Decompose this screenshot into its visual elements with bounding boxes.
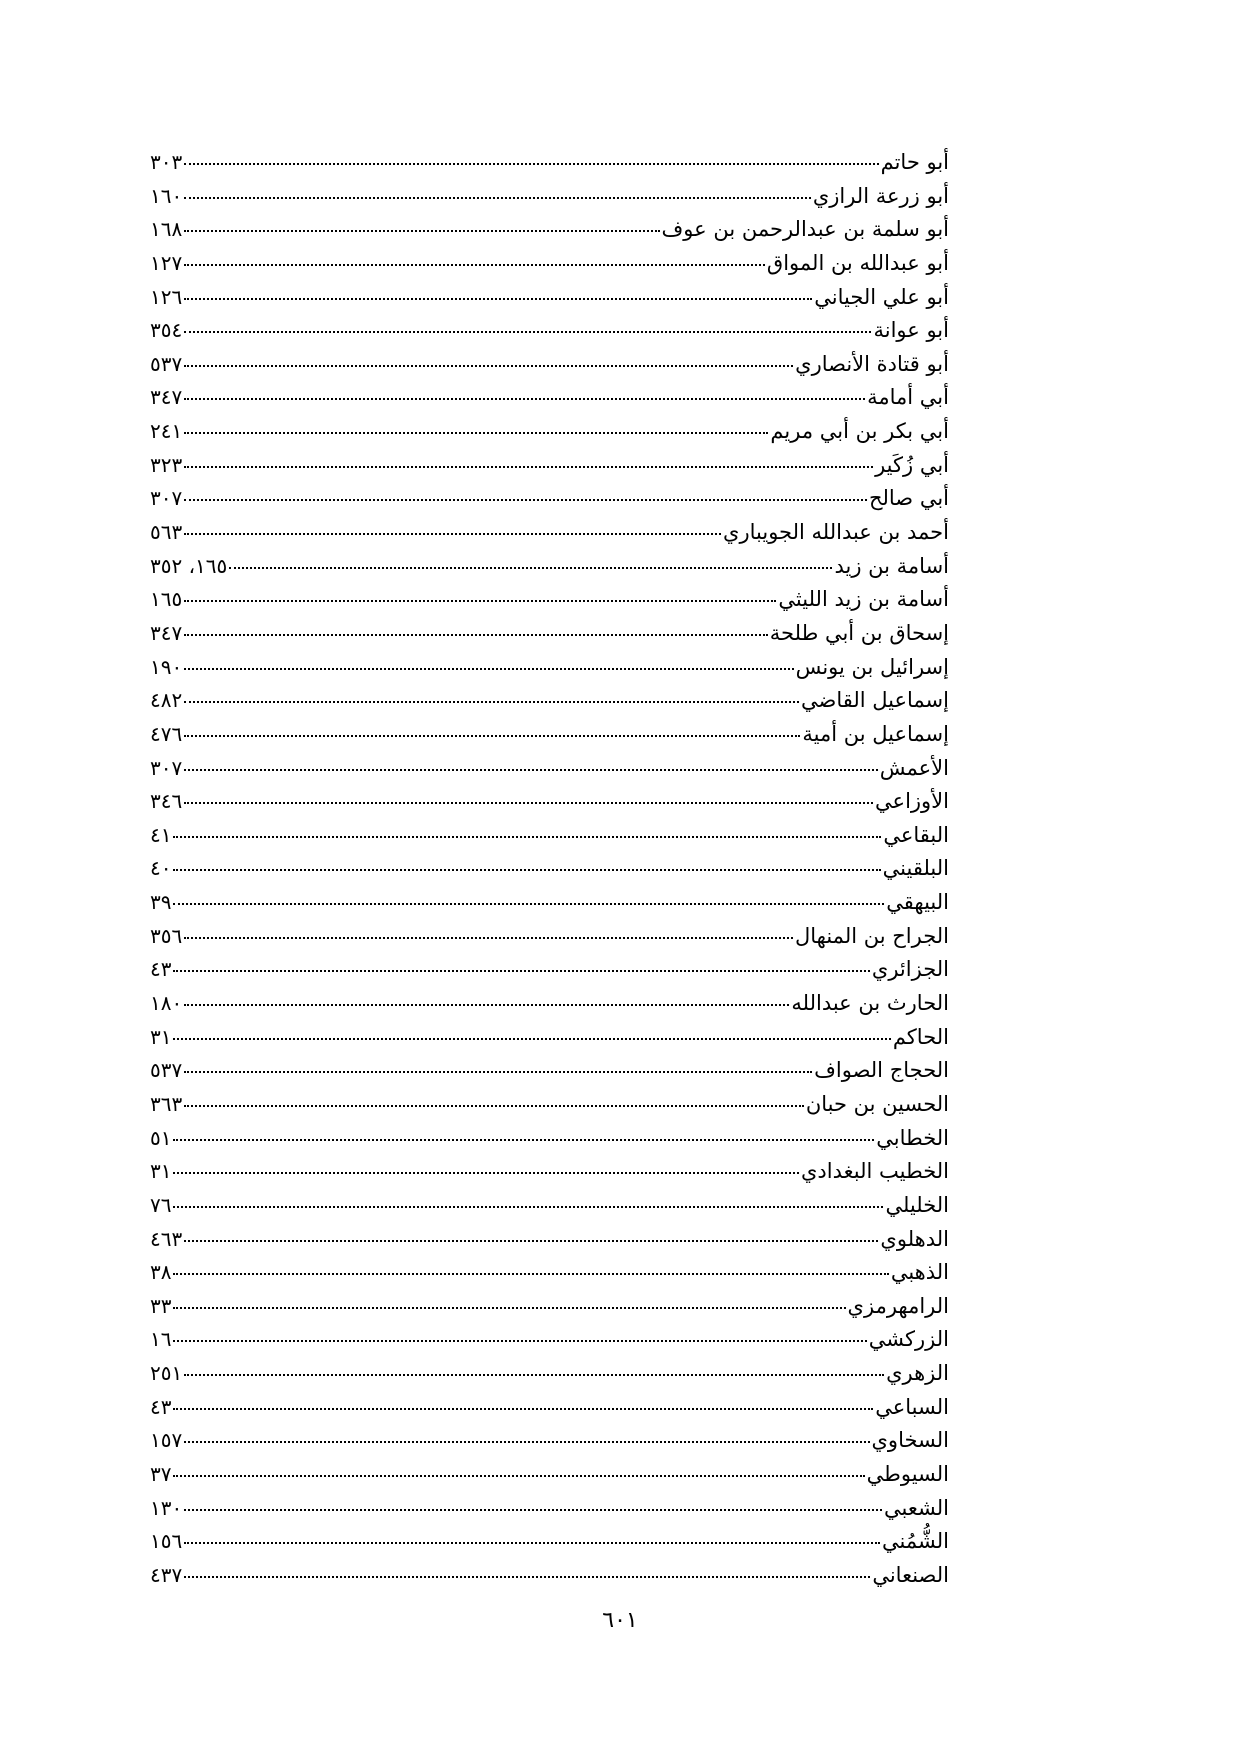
index-entry: [150, 1223, 949, 1257]
index-list: [150, 146, 949, 1593]
entry-name: السباعي: [875, 1394, 949, 1419]
dot-leader: [184, 668, 793, 670]
index-entry: [150, 381, 949, 415]
dot-leader: [184, 197, 811, 199]
index-entry: [150, 752, 949, 786]
entry-page-numbers: ٥١: [150, 1125, 172, 1150]
entry-page-numbers: ٢٥١: [150, 1361, 183, 1386]
dot-leader: [173, 836, 881, 838]
index-entry: [150, 482, 949, 516]
index-entry: [150, 953, 949, 987]
dot-leader: [184, 331, 871, 333]
index-entry: [150, 852, 949, 886]
index-entry: [150, 550, 949, 584]
index-entry: [150, 1189, 949, 1223]
entry-page-numbers: ٤٧٦: [150, 721, 183, 746]
entry-page-numbers: ٥٣٧: [150, 351, 183, 376]
dot-leader: [184, 937, 793, 939]
dot-leader: [184, 802, 873, 804]
entry-name: البقاعي: [883, 822, 949, 847]
index-entry: [150, 617, 949, 651]
entry-name: أبو قتادة الأنصاري: [795, 351, 949, 376]
entry-name: الحارث بن عبدالله: [791, 991, 949, 1016]
index-entry: [150, 1122, 949, 1156]
entry-name: أحمد بن عبدالله الجويباري: [723, 520, 949, 545]
index-entry: [150, 1525, 949, 1559]
entry-name: البلقيني: [882, 856, 949, 881]
entry-page-numbers: ٣٥٤: [150, 318, 183, 343]
entry-name: أبو سلمة بن عبدالرحمن بن عوف: [661, 217, 949, 242]
dot-leader: [184, 466, 873, 468]
index-entry: [150, 146, 949, 180]
entry-page-numbers: ٤٦٣: [150, 1226, 183, 1251]
dot-leader: [184, 1374, 884, 1376]
index-entry: [150, 987, 949, 1021]
dot-leader: [173, 1475, 864, 1477]
index-entry: [150, 1054, 949, 1088]
index-entry: [150, 920, 949, 954]
page-number: ٦٠١: [602, 1608, 638, 1633]
entry-page-numbers: ٢٤١: [150, 419, 183, 444]
entry-page-numbers: ١٨٠: [150, 991, 183, 1016]
entry-page-numbers: ١٦٠: [150, 183, 183, 208]
dot-leader: [184, 1542, 880, 1544]
dot-leader: [173, 1307, 845, 1309]
entry-name: أبو زرعة الرازي: [812, 183, 949, 208]
dot-leader: [184, 1509, 882, 1511]
entry-name: أبي أمامة: [867, 385, 949, 410]
entry-page-numbers: ١٦: [150, 1327, 172, 1352]
entry-name: أبي صالح: [868, 486, 949, 511]
entry-name: أبو حاتم: [880, 150, 949, 174]
index-entry: [150, 314, 949, 348]
index-entry: [150, 785, 949, 819]
entry-page-numbers: ١٣٠: [150, 1495, 183, 1520]
dot-leader: [184, 600, 776, 602]
dot-leader: [173, 1172, 799, 1174]
dot-leader: [184, 163, 878, 165]
index-entry: [150, 1458, 949, 1492]
entry-page-numbers: ١٦٥، ٣٥٢: [150, 553, 228, 578]
entry-page-numbers: ٣٥٦: [150, 923, 183, 948]
entry-name: الشعبي: [884, 1495, 949, 1520]
entry-name: أبي بكر بن أبي مريم: [770, 419, 949, 444]
entry-name: السخاوي: [871, 1428, 949, 1453]
entry-page-numbers: ٣٧: [150, 1461, 172, 1486]
index-entry: [150, 180, 949, 214]
entry-name: الدهلوي: [880, 1226, 949, 1251]
entry-page-numbers: ١٩٠: [150, 654, 183, 679]
index-entry: [150, 819, 949, 853]
entry-page-numbers: ١٢٦: [150, 284, 183, 309]
entry-page-numbers: ٧٦: [150, 1192, 172, 1217]
entry-name: الجزائري: [871, 957, 949, 982]
entry-page-numbers: ١٥٦: [150, 1529, 183, 1554]
entry-name: الزركشي: [868, 1327, 949, 1352]
dot-leader: [173, 1273, 888, 1275]
entry-name: الصنعاني: [872, 1562, 949, 1587]
entry-page-numbers: ٤٣: [150, 1394, 172, 1419]
entry-name: الحسين بن حبان: [805, 1091, 949, 1116]
entry-page-numbers: ٣٤٦: [150, 789, 183, 814]
index-entry: [150, 886, 949, 920]
dot-leader: [184, 298, 812, 300]
entry-page-numbers: ٣٢٣: [150, 452, 183, 477]
dot-leader: [173, 1206, 883, 1208]
index-entry: [150, 415, 949, 449]
dot-leader: [229, 567, 832, 569]
dot-leader: [184, 398, 865, 400]
dot-leader: [184, 1576, 870, 1578]
dot-leader: [184, 634, 768, 636]
index-entry: [150, 516, 949, 550]
entry-name: الزهري: [886, 1361, 949, 1386]
index-entry: [150, 1256, 949, 1290]
dot-leader: [173, 1408, 873, 1410]
entry-page-numbers: ٤٣٧: [150, 1562, 183, 1587]
dot-leader: [184, 365, 793, 367]
index-entry: [150, 213, 949, 247]
entry-name: أسامة بن زيد: [834, 553, 949, 578]
entry-name: الجراح بن المنهال: [795, 923, 949, 948]
entry-name: إسماعيل القاضي: [800, 688, 949, 713]
index-entry: [150, 348, 949, 382]
index-entry: [150, 583, 949, 617]
dot-leader: [173, 869, 880, 871]
index-entry: [150, 718, 949, 752]
entry-page-numbers: ٤٨٢: [150, 688, 183, 713]
dot-leader: [184, 735, 800, 737]
entry-name: الخطابي: [876, 1125, 949, 1150]
entry-name: الخليلي: [885, 1192, 949, 1217]
entry-page-numbers: ٤١: [150, 822, 172, 847]
entry-name: الخطيب البغدادي: [801, 1159, 949, 1184]
entry-page-numbers: ٣٠٧: [150, 755, 183, 780]
entry-page-numbers: ٣٩: [150, 890, 172, 915]
index-entry: [150, 1559, 949, 1593]
entry-name: الأعمش: [879, 755, 949, 780]
dot-leader: [184, 432, 768, 434]
dot-leader: [173, 1340, 866, 1342]
dot-leader: [173, 970, 869, 972]
index-entry: [150, 281, 949, 315]
dot-leader: [173, 1038, 890, 1040]
entry-name: إسرائيل بن يونس: [795, 654, 949, 679]
entry-name: أبو عبدالله بن المواق: [766, 250, 949, 275]
dot-leader: [184, 1105, 804, 1107]
dot-leader: [184, 533, 721, 535]
dot-leader: [184, 769, 878, 771]
index-entry: [150, 1492, 949, 1526]
entry-name: الأوزاعي: [875, 789, 949, 814]
entry-name: إسماعيل بن أمية: [802, 721, 949, 746]
index-entry: [150, 1155, 949, 1189]
dot-leader: [173, 1139, 874, 1141]
dot-leader: [173, 903, 884, 905]
index-entry: [150, 1290, 949, 1324]
entry-page-numbers: ٣٠٣: [150, 150, 183, 174]
entry-page-numbers: ١٢٧: [150, 250, 183, 275]
dot-leader: [184, 264, 765, 266]
entry-name: أبو عوانة: [873, 318, 949, 343]
entry-page-numbers: ١٦٨: [150, 217, 183, 242]
entry-page-numbers: ٣٤٧: [150, 385, 183, 410]
entry-name: البيهقي: [886, 890, 949, 915]
index-entry: [150, 1357, 949, 1391]
dot-leader: [184, 1004, 789, 1006]
entry-page-numbers: ٣٨: [150, 1260, 172, 1285]
entry-page-numbers: ٥٣٧: [150, 1058, 183, 1083]
entry-page-numbers: ٣٦٣: [150, 1091, 183, 1116]
dot-leader: [184, 230, 659, 232]
entry-page-numbers: ٣٤٧: [150, 620, 183, 645]
entry-name: إسحاق بن أبي طلحة: [769, 620, 949, 645]
entry-name: أسامة بن زيد الليثي: [778, 587, 949, 612]
entry-name: الحجاج الصواف: [814, 1058, 949, 1083]
entry-page-numbers: ٤٣: [150, 957, 172, 982]
entry-name: أبو علي الجياني: [814, 284, 949, 309]
entry-name: السيوطي: [866, 1461, 949, 1486]
dot-leader: [184, 1441, 869, 1443]
index-entry: [150, 1424, 949, 1458]
index-entry: [150, 1021, 949, 1055]
dot-leader: [184, 701, 799, 703]
entry-page-numbers: ١٦٥: [150, 587, 183, 612]
entry-name: الحاكم: [892, 1024, 949, 1049]
dot-leader: [184, 1071, 812, 1073]
index-entry: [150, 449, 949, 483]
index-entry: [150, 1088, 949, 1122]
index-entry: [150, 1391, 949, 1425]
entry-page-numbers: ٤٠: [150, 856, 172, 881]
entry-page-numbers: ٣٣: [150, 1293, 172, 1318]
entry-name: أبي زُكَير: [875, 452, 949, 477]
index-entry: [150, 651, 949, 685]
entry-page-numbers: ١٥٧: [150, 1428, 183, 1453]
dot-leader: [184, 499, 867, 501]
entry-page-numbers: ٥٦٣: [150, 520, 183, 545]
entry-name: الشُّمُني: [882, 1529, 949, 1554]
entry-page-numbers: ٣١: [150, 1024, 172, 1049]
dot-leader: [184, 1240, 878, 1242]
entry-name: الذهبي: [890, 1260, 949, 1285]
entry-page-numbers: ٣١: [150, 1159, 172, 1184]
index-entry: [150, 684, 949, 718]
index-entry: [150, 1323, 949, 1357]
entry-page-numbers: ٣٠٧: [150, 486, 183, 511]
index-entry: [150, 247, 949, 281]
entry-name: الرامهرمزي: [847, 1293, 949, 1318]
